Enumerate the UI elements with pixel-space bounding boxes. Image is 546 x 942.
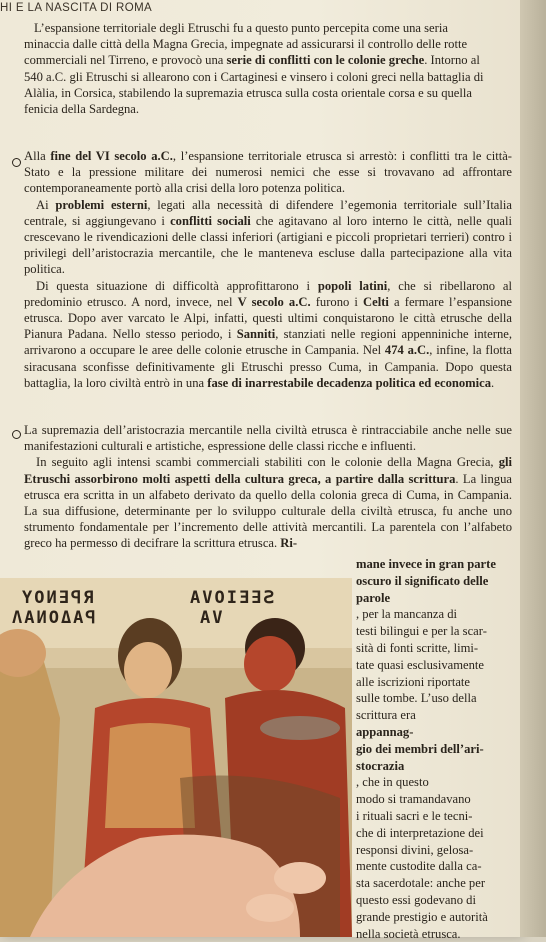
bullet-marker xyxy=(12,430,21,439)
paragraph xyxy=(24,148,512,197)
line xyxy=(24,69,512,85)
bold-term: stocrazia xyxy=(356,758,405,773)
text-line: minaccia dalle città della Magna Grecia, impegnate ad assicurarsi il controllo delle rotte xyxy=(24,37,468,52)
side-line xyxy=(356,741,516,758)
bold-term: serie di conflitti con le colonie greche xyxy=(226,53,425,68)
line xyxy=(24,36,512,52)
side-line xyxy=(356,707,516,741)
text: scrittura era xyxy=(356,708,416,723)
side-line xyxy=(356,590,516,624)
page-edge xyxy=(520,0,546,937)
text-line: Alàlia, in Corsica, stabilendo la supremazia etrusca sulla costa orientale corsa e su quella xyxy=(24,85,472,100)
text: , per la mancanza di xyxy=(356,607,458,622)
bold-term: Sanniti xyxy=(236,327,276,342)
side-line: mente custodite dalla ca- xyxy=(356,859,482,874)
bold-term: fase di inarrestabile decadenza politica ed economica xyxy=(207,375,492,390)
line xyxy=(24,52,512,68)
text: furono i xyxy=(310,294,364,309)
bold-term: Celti xyxy=(363,294,389,309)
side-line: sulle tombe. L’uso della xyxy=(356,691,477,706)
side-line: i rituali sacri e le tecni- xyxy=(356,808,473,823)
text: Alla xyxy=(24,149,51,163)
running-head: HI E LA NASCITA DI ROMA xyxy=(0,2,153,14)
text: . La lingua etrusca era scritta in un alfabeto derivato da quello della colonia greca di Cuma, in Campania. La sua diffusione, determinante per lo sviluppo culturale della civiltà etrusca, fu anche uno strumento fondamentale per l’incremento delle attività mercantili. La parentela con l’alfabeto greco ha permesso di decifrare la scrittura etrusca. xyxy=(24,471,512,551)
paragraph-fine-espansione xyxy=(24,148,512,391)
fresco-inscription: ΑVOIƎ∃Ꙅ xyxy=(190,588,277,608)
paragraph xyxy=(24,454,512,551)
text: In seguito agli intensi scambi commerciali stabiliti con le colonie della Magna Grecia, xyxy=(36,455,499,470)
side-line: sta sacerdotale: anche per xyxy=(356,876,486,891)
line xyxy=(24,20,512,36)
bold-term: oscuro il significato delle xyxy=(356,573,489,588)
bold-term: appannag- xyxy=(356,724,414,739)
text: . xyxy=(491,375,495,390)
text-line: L’espansione territoriale degli Etruschi fu a questo punto percepita come una seria xyxy=(34,21,448,35)
bold-term: problemi esterni xyxy=(55,197,148,212)
text: a fermare l’espansione etrusca. Dopo aver varcato le Alpi, infatti, questi ultimi conquistarono le città etrusche della Pianura Padana. Nello stesso periodo, i xyxy=(24,294,512,342)
line xyxy=(24,85,512,101)
text: , che si ribellarono al predominio etrusco. A nord, invece, nel xyxy=(24,278,512,309)
text-line: commerciali nel Tirreno, e provocò una xyxy=(24,53,227,68)
side-column-text xyxy=(356,556,516,942)
side-line: sità di fonti scritte, limi- xyxy=(356,640,479,655)
text: La supremazia dell’aristocrazia mercantile nella civiltà etrusca è rintracciabile anche nelle sue manifestazioni culturali e artistiche, espressione delle classi ricche e influenti. xyxy=(24,423,512,454)
bold-term: popoli latini xyxy=(317,278,388,293)
text: , che in questo xyxy=(356,775,429,790)
side-line: nella società etrusca. xyxy=(356,926,461,941)
fresco-inscription: ΑV xyxy=(200,608,225,628)
bold-term: mane invece in gran parte xyxy=(356,557,496,571)
bold-term: Ri- xyxy=(280,536,298,551)
side-line xyxy=(356,556,516,573)
bold-term: conflitti sociali xyxy=(170,213,251,228)
paragraph xyxy=(24,278,512,391)
text: , stanziati nelle regioni appenniniche interne, arrivarono a occupare le aree delle colonie etrusche in Campania. Nel xyxy=(24,327,512,358)
side-line: responsi divini, gelosa- xyxy=(356,842,474,857)
fresco-inscription: YOИ∃ꟼЯ xyxy=(22,588,96,608)
paragraph xyxy=(24,422,512,454)
side-line: che di interpretazione dei xyxy=(356,825,484,840)
text-line: . Intorno al xyxy=(424,53,480,68)
text: , infine, la flotta siracusana sconfisse definitivamente gli Etruschi presso Cuma, in Campania. Dopo questa battaglia, la loro civiltà entrò in una xyxy=(24,343,512,390)
text: , legati alla necessità di difendere l’egemonia territoriale sull’Italia centrale, si aggiungevano i xyxy=(24,197,512,228)
line xyxy=(24,101,512,117)
text-line: fenicia della Sardegna. xyxy=(24,102,140,117)
bold-term: parole xyxy=(356,590,391,605)
bold-term: gli Etruschi assorbirono molti aspetti della cultura greca, a partire dalla scrittura xyxy=(24,455,512,486)
side-line xyxy=(356,573,516,590)
text: , l’espansione territoriale etrusca si arrestò: i conflitti tra le città-Stato e la pressione militare dei numerosi nemici che esse si trovavano ad affrontare contemporaneamente portò alla crisi della loro potenza politica. xyxy=(24,149,512,196)
side-line: grande prestigio e autorità xyxy=(356,909,488,924)
side-line: alle iscrizioni riportate xyxy=(356,674,470,689)
bold-term: gio dei membri dell’ari- xyxy=(356,741,484,756)
bold-term: fine del VI secolo a.C. xyxy=(50,149,173,163)
paragraph xyxy=(24,197,512,278)
side-line: testi bilingui e per la scar- xyxy=(356,624,487,639)
side-line: questo essi godevano di xyxy=(356,892,476,907)
text: Ai xyxy=(36,197,56,212)
bullet-marker xyxy=(12,158,21,167)
fresco-illustration xyxy=(0,578,352,937)
bold-term: V secolo a.C. xyxy=(237,294,311,309)
side-line: tate quasi esclusivamente xyxy=(356,657,484,672)
paragraph-cultura xyxy=(24,422,512,552)
text: che agitavano al loro interno le città, nelle quali crescevano le rivendicazioni delle classi inferiori (artigiani e piccoli proprietari terrieri) contro i privilegi dell’aristocrazia mercantile, che le manteneva escluse dalla partecipazione alla vita politica. xyxy=(24,213,512,277)
side-line xyxy=(356,758,516,792)
text-line: 540 a.C. gli Etruschi si allearono con i Cartaginesi e vinsero i coloni greci nella battaglia di xyxy=(24,69,484,84)
bold-term: 474 a.C. xyxy=(384,343,430,358)
paragraph-espansione xyxy=(24,20,512,117)
side-line: modo si tramandavano xyxy=(356,792,471,807)
text: Di questa situazione di difficoltà approfittarono i xyxy=(36,278,318,293)
fresco-inscription: ΛΑИΟΔΑꟼ xyxy=(12,608,98,628)
etruscan-fresco-image xyxy=(0,578,352,937)
